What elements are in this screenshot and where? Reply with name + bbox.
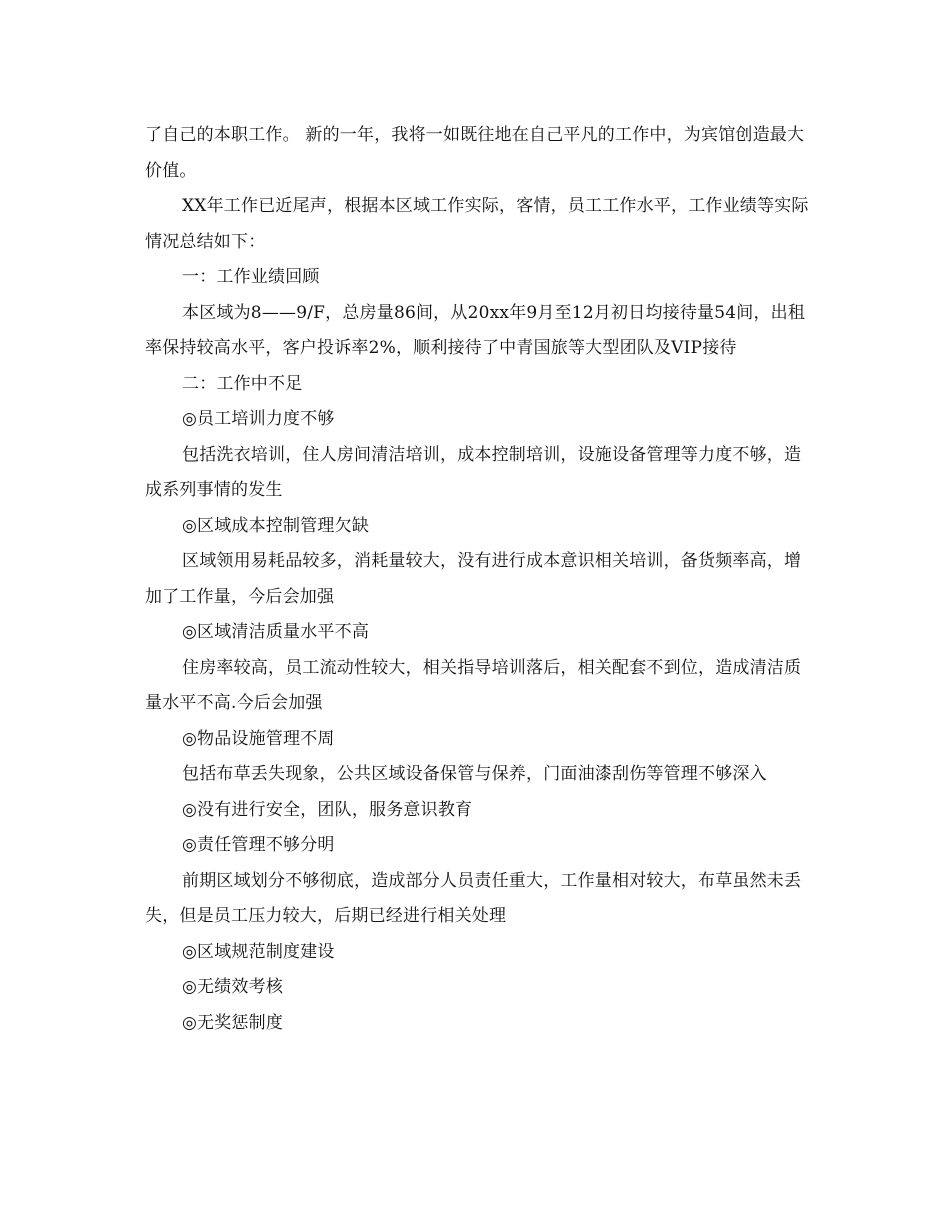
section-heading-1: 一：工作业绩回顾: [182, 267, 320, 287]
bullet-item-4: ◎物品设施管理不周: [182, 728, 335, 749]
paragraph-4: 包括洗衣培训，住人房间清洁培训，成本控制培训，设施设备管理等力度不够，造成系列事情的发生: [145, 444, 802, 500]
bullet-item-3: ◎区域清洁质量水平不高: [182, 622, 370, 642]
bullet-item-5: ◎没有进行安全，团队，服务意识教育: [182, 799, 473, 820]
paragraph-7: 包括布草丢失现象，公共区域设备保管与保养，门面油漆刮伤等管理不够深入: [182, 764, 767, 784]
paragraph-2: XX年工作已近尾声，根据本区域工作实际，客情，员工工作水平，工作业绩等实际情况总结如下：: [145, 196, 809, 252]
paragraph-6: 住房率较高，员工流动性较大，相关指导培训落后，相关配套不到位，造成清洁质量水平不高.今后会加强: [145, 657, 802, 713]
bullet-item-9: ◎无奖惩制度: [182, 1012, 284, 1033]
paragraph-3: 本区域为8——9/F，总房量86间，从20xx年9月至12月初日均接待量54间，出租率保持较高水平，客户投诉率2%，顺利接待了中青国旅等大型团队及VIP接待: [145, 302, 806, 358]
bullet-item-1: ◎员工培训力度不够: [182, 409, 335, 429]
section-heading-2: 二：工作中不足: [182, 373, 303, 394]
document-body: [145, 118, 810, 1041]
paragraph-8: 前期区域划分不够彻底，造成部分人员责任重大，工作量相对较大，布草虽然未丢失，但是员工压力较大，后期已经进行相关处理: [145, 870, 802, 926]
paragraph-1: 了自己的本职工作。 新的一年，我将一如既往地在自己平凡的工作中，为宾馆创造最大价值。: [145, 125, 805, 181]
paragraph-5: 区域领用易耗品较多，消耗量较大，没有进行成本意识相关培训，备货频率高，增加了工作量，今后会加强: [145, 551, 802, 607]
bullet-item-2: ◎区域成本控制管理欠缺: [182, 515, 370, 536]
bullet-item-8: ◎无绩效考核: [182, 977, 284, 997]
bullet-item-7: ◎区域规范制度建设: [182, 941, 335, 962]
bullet-item-6: ◎责任管理不够分明: [182, 835, 335, 855]
